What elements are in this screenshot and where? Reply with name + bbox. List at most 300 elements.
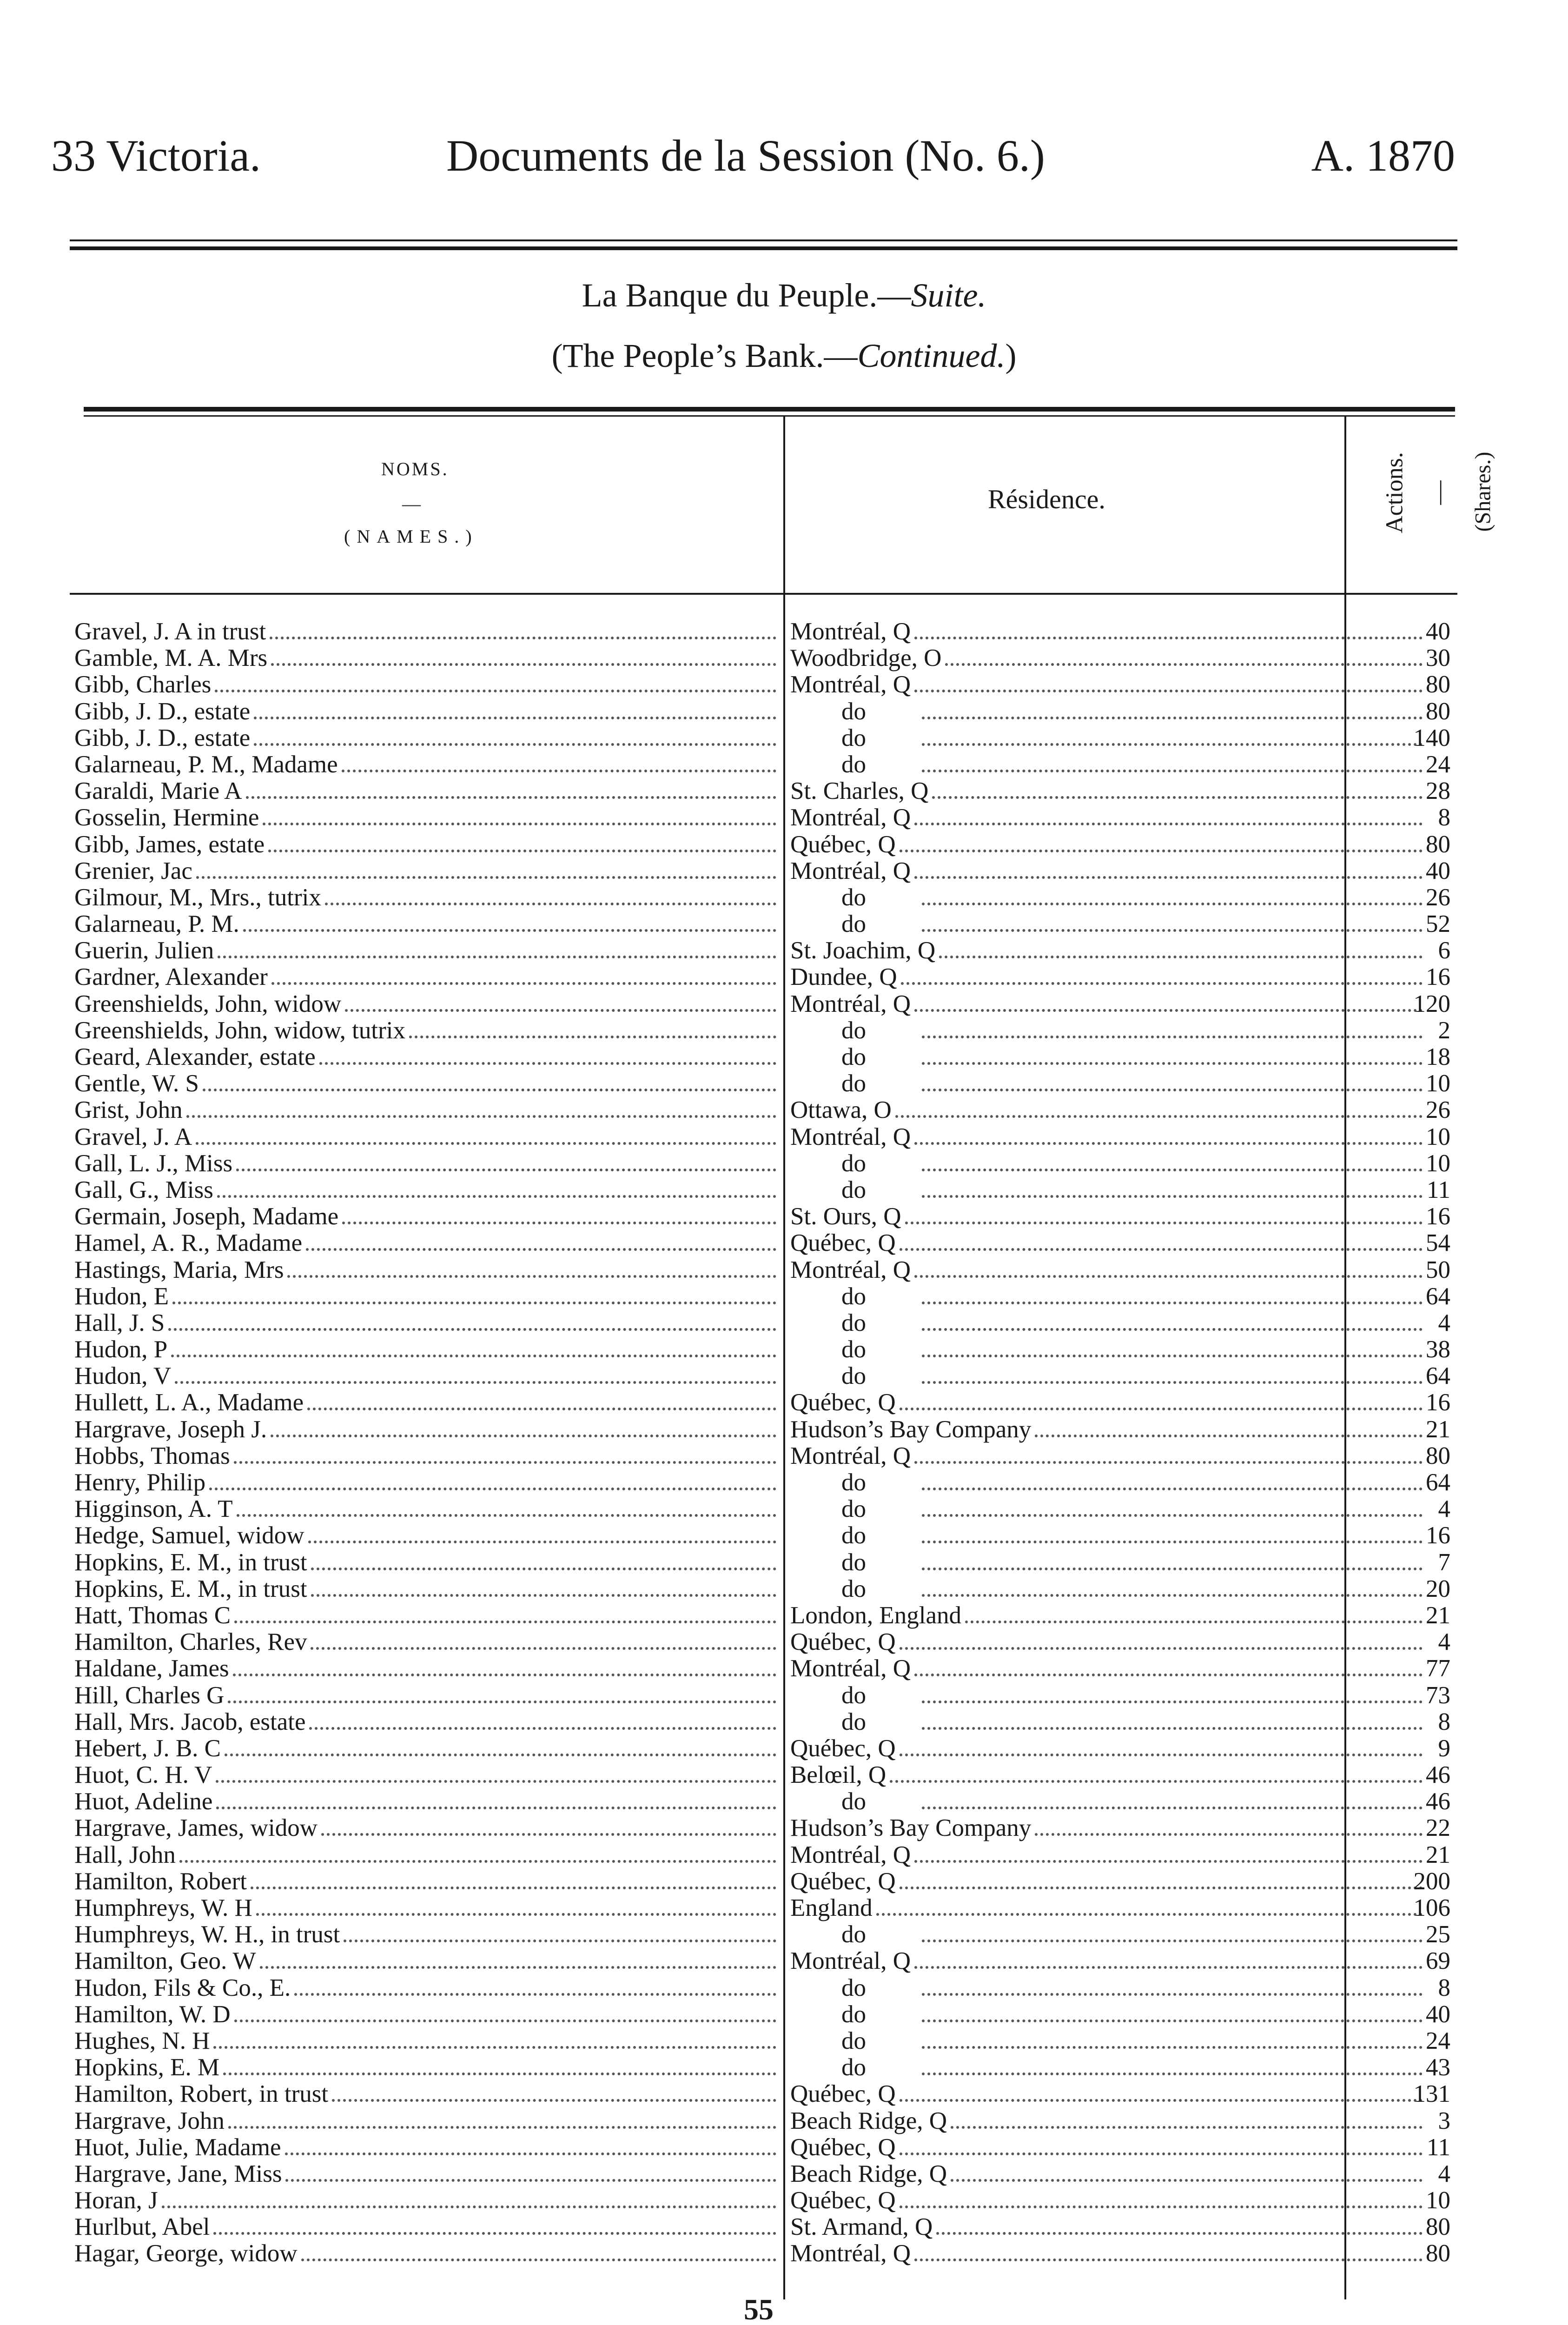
name-text: Germain, Joseph, Madame [74,1203,339,1230]
table-row [74,1735,1450,1762]
table-row [74,1283,1450,1310]
table-row [74,1203,1450,1230]
name-text: Hastings, Maria, Mrs [74,1256,284,1283]
leader-dots [254,743,776,746]
residence-text: do [841,698,866,725]
shares-count: 80 [1426,671,1450,698]
residence-text: do [841,1921,866,1948]
shares-count: 21 [1426,1841,1450,1868]
table-row [74,1549,1450,1576]
shares-count: 21 [1426,1416,1450,1443]
leader-dots [306,1248,776,1251]
residence [790,1602,1427,1629]
leader-dots [268,850,776,852]
table-row [74,1044,1450,1070]
shareholder-table [74,618,1450,2267]
name-text: Horan, J [74,2187,158,2214]
shareholder-name [74,2028,781,2054]
table-row [74,1150,1450,1177]
residence [790,671,1427,698]
residence-text: do [841,1522,866,1549]
leader-dots [922,717,1422,719]
residence [790,2028,1427,2054]
shares-count: 80 [1426,2214,1450,2241]
table-row [74,751,1450,778]
residence [790,2054,1427,2081]
table-row [74,2081,1450,2108]
shares-count: 10 [1426,1150,1450,1177]
leader-dots [186,1115,776,1118]
residence [790,1443,1427,1469]
name-text: Geard, Alexander, estate [74,1044,316,1070]
residence [790,1842,1427,1868]
shares-count: 4 [1438,1496,1450,1523]
leader-dots [922,2073,1422,2075]
leader-dots [228,2126,776,2129]
name-text: Henry, Philip [74,1469,206,1496]
leader-dots [321,1833,776,1836]
shares-count: 30 [1426,645,1450,672]
shareholder-name [74,937,781,964]
residence-text: Montréal, Q [790,1123,911,1150]
leader-dots [287,1275,776,1278]
residence [790,1762,1427,1788]
name-text: Gosselin, Hermine [74,804,259,831]
leader-dots [939,956,1422,958]
leader-dots [168,1328,776,1331]
shares-count: 8 [1438,804,1450,831]
shares-count: 80 [1426,698,1450,725]
residence-text: Dundee, Q [790,964,897,991]
shareholder-name [74,2001,781,2028]
shareholder-name [74,1469,781,1496]
shareholder-name [74,1017,781,1044]
table-row [74,2134,1450,2161]
leader-dots [936,2232,1422,2235]
shares-count: 10 [1426,2187,1450,2214]
residence [790,2187,1427,2214]
shares-count: 16 [1426,1203,1450,1230]
residence [790,1788,1427,1815]
shareholder-name [74,1522,781,1549]
residence-text: Montréal, Q [790,804,911,831]
shareholder-name [74,1921,781,1948]
table-row [74,1868,1450,1895]
volume-label: 33 Victoria. [51,131,261,180]
leader-dots [905,1222,1422,1224]
leader-dots [914,1275,1422,1278]
table-row [74,1176,1450,1203]
table-row [74,1256,1450,1283]
residence-text: do [841,1682,866,1709]
residence [790,991,1427,1017]
leader-dots [900,850,1422,852]
leader-dots [171,1355,776,1357]
table-row [74,724,1450,751]
leader-dots [311,1568,776,1570]
residence-text: do [841,1336,866,1363]
leader-dots [914,1674,1422,1676]
leader-dots [1035,1435,1422,1437]
leader-dots [228,1701,776,1703]
leader-dots [900,1647,1422,1650]
shares-count: 24 [1426,751,1450,778]
name-text: Hargrave, Joseph J. [74,1416,267,1443]
table-row [74,1682,1450,1709]
shareholder-name [74,2134,781,2161]
leader-dots [209,1488,776,1490]
leader-dots [922,1488,1422,1490]
document-title: Documents de la Session (No. 6.) [446,131,1045,180]
name-text: Gravel, J. A [74,1123,192,1150]
table-top-rule-thin [84,415,1455,417]
residence-text: Hudson’s Bay Company [790,1416,1032,1443]
residence [790,618,1427,645]
name-text: Hudon, V [74,1363,172,1390]
shareholder-name [74,2108,781,2134]
residence-text: Beach Ridge, Q [790,2107,947,2134]
leader-dots [254,717,776,719]
shareholder-name [74,991,781,1017]
table-row [74,1230,1450,1257]
shareholder-name [74,1762,781,1788]
leader-dots [965,1621,1422,1623]
residence-text: Québec, Q [790,2187,896,2214]
residence-text: Ottawa, O [790,1097,892,1124]
leader-dots [345,1009,776,1012]
residence [790,1124,1427,1150]
name-text: Hill, Charles G [74,1682,225,1709]
name-text: Hall, J. S [74,1309,165,1336]
name-text: Hatt, Thomas C [74,1602,231,1629]
leader-dots [895,1115,1422,1118]
shareholder-name [74,1895,781,1921]
leader-dots [922,1302,1422,1304]
shares-count: 140 [1413,724,1450,751]
name-text: Greenshields, John, widow, tutrix [74,1017,405,1044]
leader-dots [172,1302,776,1304]
residence [790,1496,1427,1522]
shareholder-name [74,1788,781,1815]
name-text: Gardner, Alexander [74,964,268,991]
shares-count: 2 [1438,1017,1450,1044]
subtitle-english-close: ) [1005,337,1017,374]
table-row [74,2001,1450,2028]
shareholder-name [74,1124,781,1150]
residence-text: St. Charles, Q [790,778,929,805]
leader-dots [914,1142,1422,1145]
shares-count: 40 [1426,2001,1450,2028]
leader-dots [914,690,1422,692]
leader-dots [922,1568,1422,1570]
name-text: Gall, G., Miss [74,1176,213,1203]
name-text: Gamble, M. A. Mrs [74,645,268,672]
shares-count: 28 [1426,778,1450,805]
table-row [74,884,1450,911]
residence [790,1230,1427,1256]
leader-dots [223,2073,776,2075]
table-row [74,1389,1450,1416]
residence-text: do [841,911,866,938]
shares-count: 11 [1426,1176,1450,1203]
leader-dots [922,743,1422,746]
table-row [74,1895,1450,1921]
subtitle-french [0,272,1568,319]
residence-text: do [841,2001,866,2028]
shares-count: 131 [1413,2081,1450,2108]
residence [790,858,1427,884]
leader-dots [256,1913,776,1916]
leader-dots [922,1514,1422,1517]
table-row [74,1416,1450,1443]
shares-count: 80 [1426,1442,1450,1469]
leader-dots [922,903,1422,905]
residence-text: do [841,1469,866,1496]
shareholder-name [74,1868,781,1895]
shares-count: 4 [1438,1309,1450,1336]
shares-count: 8 [1438,1708,1450,1735]
shareholder-name [74,1416,781,1443]
leader-dots [900,1408,1422,1410]
table-row [74,1575,1450,1602]
shareholder-name [74,1948,781,1974]
leader-dots [225,1754,776,1756]
leader-dots [922,1195,1422,1198]
table-row [74,778,1450,805]
table-row [74,831,1450,858]
residence-text: do [841,884,866,911]
leader-dots [922,1089,1422,1091]
residence [790,2001,1427,2028]
shares-count: 50 [1426,1256,1450,1283]
shares-count: 6 [1438,937,1450,964]
shareholder-name [74,1336,781,1363]
name-text: Huot, Julie, Madame [74,2134,281,2161]
header-rule-top [70,239,1457,241]
header-residence: Résidence. [988,484,1105,514]
residence [790,1097,1427,1123]
shares-count: 43 [1426,2054,1450,2081]
table-row [74,2107,1450,2134]
table-row [74,1974,1450,2001]
leader-dots [213,2046,776,2049]
residence-text: Montréal, Q [790,990,911,1017]
leader-dots [216,1780,776,1783]
residence [790,1549,1427,1576]
residence [790,1336,1427,1363]
leader-dots [196,876,776,879]
shareholder-name [74,1363,781,1389]
leader-dots [922,1381,1422,1384]
shareholder-name [74,1310,781,1336]
leader-dots [922,1036,1422,1038]
leader-dots [914,2259,1422,2261]
leader-dots [246,796,776,799]
residence-text: Montréal, Q [790,671,911,698]
name-text: Gibb, James, estate [74,831,265,858]
residence-text: St. Joachim, Q [790,937,936,964]
shareholder-name [74,1389,781,1416]
leader-dots [922,1541,1422,1543]
name-text: Garaldi, Marie A [74,778,242,805]
name-text: Guerin, Julien [74,937,214,964]
header-names: (NAMES.) [344,526,478,547]
leader-dots [951,2179,1422,2182]
shareholder-name [74,1629,781,1655]
residence-text: Montréal, Q [790,1948,911,1975]
residence-text: do [841,1150,866,1177]
residence [790,937,1427,964]
residence-text: do [841,1575,866,1602]
name-text: Gall, L. J., Miss [74,1150,233,1177]
subtitle-french-text: La Banque du Peuple.— [582,277,911,314]
name-text: Hamilton, Charles, Rev [74,1629,307,1656]
leader-dots [922,1727,1422,1730]
leader-dots [234,1621,776,1623]
shareholder-name [74,751,781,778]
shareholder-name [74,1709,781,1735]
shareholder-name [74,618,781,645]
residence [790,1576,1427,1602]
residence-text: do [841,2054,866,2081]
shares-count: 40 [1426,618,1450,645]
leader-dots [900,1887,1422,1889]
leader-dots [900,1248,1422,1251]
shareholder-name [74,2214,781,2240]
residence [790,2134,1427,2161]
name-text: Hamel, A. R., Madame [74,1230,303,1257]
leader-dots [922,2046,1422,2049]
table-row [74,1815,1450,1842]
shareholder-name [74,2081,781,2107]
leader-dots [945,663,1422,666]
residence [790,1469,1427,1496]
header-noms-dash: — [402,493,421,514]
shares-count: 77 [1426,1655,1450,1682]
shareholder-name [74,2240,781,2267]
leader-dots [217,1195,776,1198]
residence-text: do [841,1549,866,1576]
table-row [74,671,1450,698]
name-text: Hall, John [74,1841,176,1868]
shareholder-name [74,1443,781,1469]
residence [790,1815,1427,1841]
year-label: A. 1870 [1311,131,1455,180]
name-text: Huot, Adeline [74,1788,213,1815]
header-actions-dash: — [1425,480,1452,505]
leader-dots [285,2179,776,2182]
residence-text: Québec, Q [790,2081,896,2108]
name-text: Humphreys, W. H [74,1895,252,1921]
residence [790,751,1427,778]
residence-text: do [841,1788,866,1815]
table-row [74,2027,1450,2054]
header-noms: NOMS. [381,458,449,479]
residence-text: do [841,1017,866,1044]
leader-dots [922,1062,1422,1065]
name-text: Hargrave, Jane, Miss [74,2160,282,2187]
leader-dots [914,1860,1422,1863]
shareholder-name [74,1496,781,1522]
residence [790,1975,1427,2001]
leader-dots [309,1727,776,1730]
subtitle-english-text: (The People’s Bank.— [551,337,858,374]
residence [790,1203,1427,1230]
residence-text: do [841,751,866,778]
name-text: Hargrave, John [74,2107,225,2134]
shareholder-name [74,911,781,937]
leader-dots [308,1541,776,1543]
table-row [74,1655,1450,1682]
residence-text: London, England [790,1602,961,1629]
shares-count: 20 [1426,1575,1450,1602]
header-rule-bottom [70,246,1457,250]
leader-dots [234,1461,776,1464]
residence-text: St. Ours, Q [790,1203,901,1230]
leader-dots [876,1913,1422,1916]
leader-dots [932,796,1422,799]
table-row [74,1123,1450,1150]
name-text: Hopkins, E. M [74,2054,220,2081]
shares-count: 73 [1426,1682,1450,1709]
leader-dots [263,823,776,825]
name-text: Gentle, W. S [74,1070,199,1097]
shares-count: 40 [1426,857,1450,884]
table-row [74,1762,1450,1789]
table-row [74,964,1450,991]
leader-dots [307,1408,776,1410]
leader-dots [409,1036,776,1038]
leader-dots [243,929,776,932]
leader-dots [914,1966,1422,1969]
shareholder-name [74,858,781,884]
shares-count: 54 [1426,1230,1450,1257]
shareholder-name [74,1070,781,1097]
name-text: Hopkins, E. M., in trust [74,1549,307,1576]
residence [790,2161,1427,2187]
residence-text: Montréal, Q [790,857,911,884]
shareholder-name [74,778,781,804]
residence [790,725,1427,751]
residence-text: do [841,1974,866,2001]
residence [790,645,1427,671]
table-row [74,698,1450,725]
leader-dots [1035,1833,1422,1836]
running-head [51,126,1455,186]
table-row [74,1788,1450,1815]
shareholder-name [74,804,781,831]
leader-dots [196,1142,776,1145]
residence [790,804,1427,831]
leader-dots [900,2099,1422,2102]
leader-dots [319,1062,776,1065]
shares-count: 46 [1426,1788,1450,1815]
leader-dots [951,2126,1422,2129]
name-text: Gibb, Charles [74,671,212,698]
shareholder-name [74,2054,781,2081]
leader-dots [332,2099,776,2102]
shareholder-name [74,1655,781,1682]
residence [790,884,1427,911]
residence [790,911,1427,937]
shareholder-name [74,1842,781,1868]
residence [790,1629,1427,1655]
shares-count: 26 [1426,884,1450,911]
leader-dots [260,1966,776,1969]
leader-dots [914,823,1422,825]
leader-dots [175,1381,776,1384]
residence-text: Montréal, Q [790,1442,911,1469]
